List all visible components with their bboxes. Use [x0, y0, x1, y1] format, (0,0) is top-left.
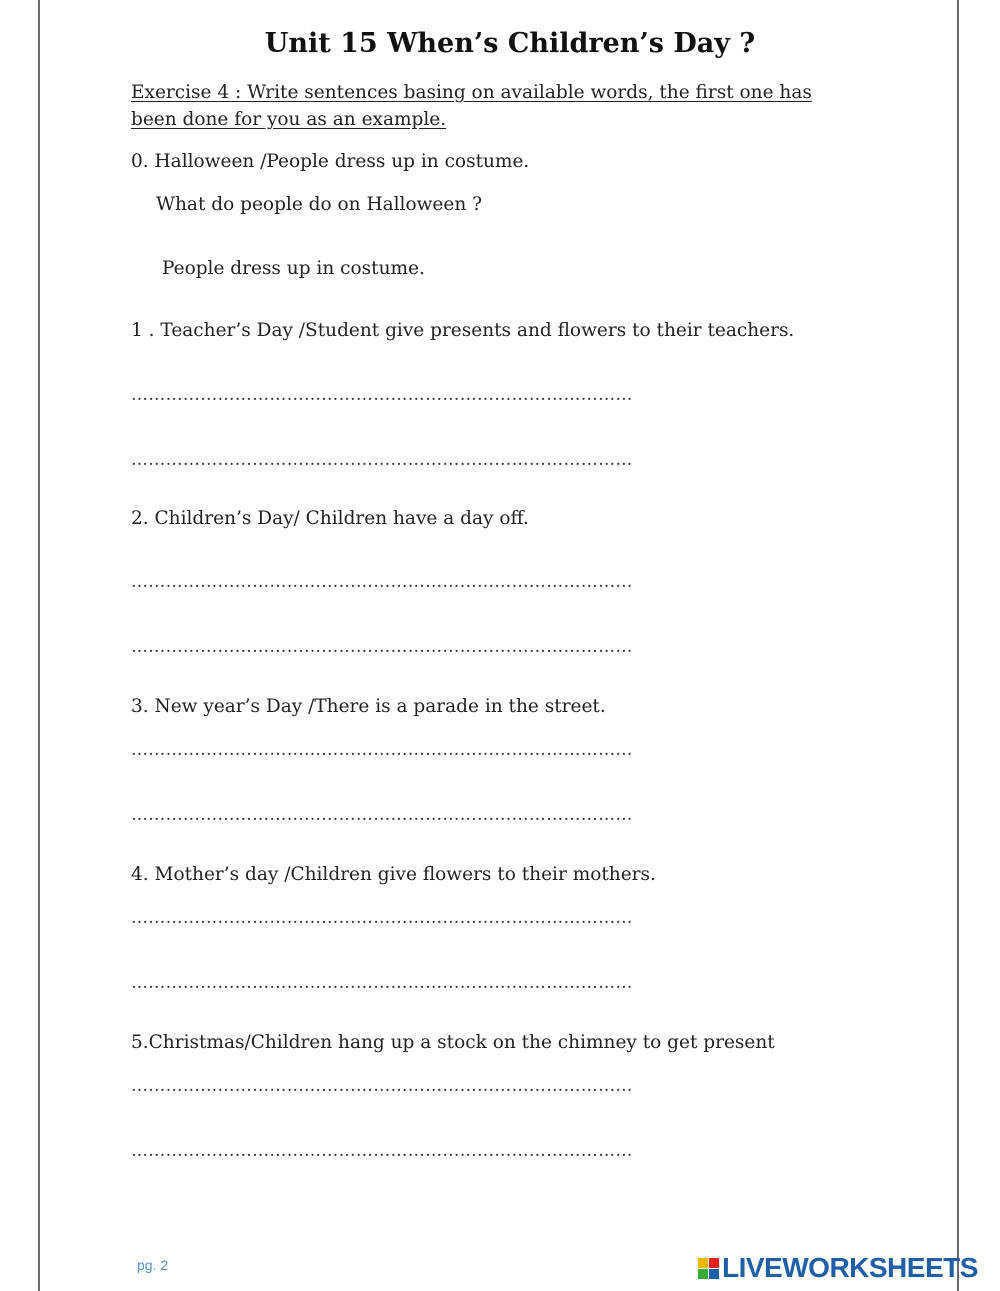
page-border-right	[957, 0, 959, 1291]
item-5-prompt: 5.Christmas/Children hang up a stock on the chimney to get present	[131, 1032, 775, 1053]
item-2-answer-line-1[interactable]: ……………………………………………………………………………	[131, 572, 633, 592]
page-border-left	[38, 0, 40, 1291]
instruction-line-2: been done for you as an example.	[131, 109, 447, 130]
instruction-line-1: Exercise 4 : Write sentences basing on available words, the first one has	[131, 82, 812, 103]
item-1-answer-line-1[interactable]: ……………………………………………………………………………	[131, 385, 633, 405]
item-3-answer-line-2[interactable]: ……………………………………………………………………………	[131, 805, 633, 825]
page-number: pg. 2	[137, 1257, 169, 1273]
example-question: What do people do on Halloween ?	[156, 194, 483, 215]
example-prompt: 0. Halloween /People dress up in costume.	[131, 151, 530, 172]
item-3-prompt: 3. New year’s Day /There is a parade in the street.	[131, 696, 606, 717]
worksheet-title: Unit 15 When’s Children’s Day ?	[264, 28, 756, 59]
item-4-prompt: 4. Mother’s day /Children give flowers to their mothers.	[131, 864, 656, 885]
item-2-prompt: 2. Children’s Day/ Children have a day off.	[131, 508, 529, 529]
item-4-answer-line-1[interactable]: ……………………………………………………………………………	[131, 908, 633, 928]
item-3-answer-line-1[interactable]: ……………………………………………………………………………	[131, 740, 633, 760]
item-5-answer-line-1[interactable]: ……………………………………………………………………………	[131, 1076, 633, 1096]
item-1-answer-line-2[interactable]: ……………………………………………………………………………	[131, 450, 633, 470]
logo-text: LIVEWORKSHEETS	[722, 1252, 978, 1283]
item-5-answer-line-2[interactable]: ……………………………………………………………………………	[131, 1141, 633, 1161]
liveworksheets-logo[interactable]	[698, 1252, 978, 1284]
item-4-answer-line-2[interactable]: ……………………………………………………………………………	[131, 973, 633, 993]
logo-blocks-icon	[698, 1258, 719, 1279]
item-2-answer-line-2[interactable]: ……………………………………………………………………………	[131, 637, 633, 657]
item-1-prompt: 1 . Teacher’s Day /Student give presents and flowers to their teachers.	[131, 320, 795, 341]
example-answer: People dress up in costume.	[162, 258, 425, 279]
